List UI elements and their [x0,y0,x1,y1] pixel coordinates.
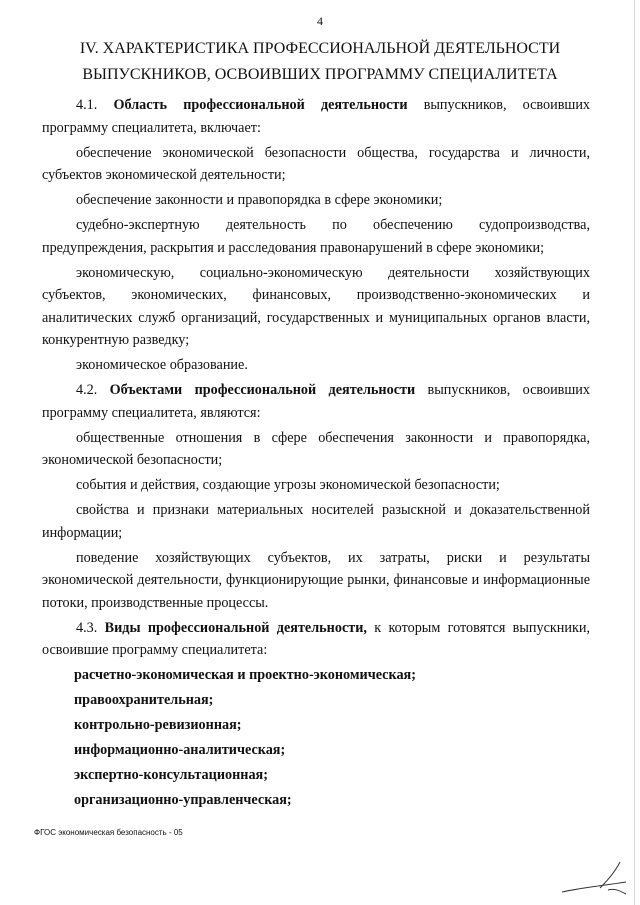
clause-text: выпускников, освоивших программу специалитета, являются: [42,382,590,421]
signature-mark [560,858,630,898]
page-number: 4 [317,14,323,28]
paragraph-4-2 [42,379,590,424]
title-line-2: ВЫПУСКНИКОВ, ОСВОИВШИХ ПРОГРАММУ СПЕЦИАЛИТЕТА [82,66,558,83]
list-item: обеспечение законности и правопорядка в сфере экономики; [76,192,443,208]
activity-type-item: экспертно-консультационная; [74,767,268,783]
clause-number: 4.1. [76,97,114,113]
activity-type-item: контрольно-ревизионная; [74,717,242,733]
clause-number: 4.3. [76,619,105,636]
activity-type-item: информационно-аналитическая; [74,742,286,758]
list-item: события и действия, создающие угрозы экономической безопасности; [76,477,500,493]
clause-text: выпускников, освоивших программу специалитета, включает: [42,97,590,136]
clause-number: 4.2. [76,382,110,398]
clause-heading: Объектами профессиональной деятельности [109,382,416,398]
clause-heading: Область профессиональной деятельности [113,97,408,113]
page-footer: ФГОС экономическая безопасность - 05 [34,828,183,837]
document-body [42,94,590,814]
list-item: общественные отношения в сфере обеспечения законности и правопорядка, экономической безопасности; [42,429,590,468]
activity-type-item: расчетно-экономическая и проектно-экономическая; [74,667,416,683]
activity-type-item: правоохранительная; [74,692,214,708]
section-title [40,36,600,88]
title-line-1: IV. ХАРАКТЕРИСТИКА ПРОФЕССИОНАЛЬНОЙ ДЕЯТЕЛЬНОСТИ [79,40,561,57]
list-item: судебно-экспертную деятельность по обеспечению судопроизводства, предупреждения, раскрытия и расследования правонарушений в сфере экономики; [42,217,590,256]
list-item: экономическую, социально-экономическую деятельности хозяйствующих субъектов, экономических, финансовых, производственно-экономических и аналитических служб организаций, государственных и муниципальных органов власти, конкурентную разведку; [42,264,590,348]
list-item: обеспечение экономической безопасности общества, государства и личности, субъектов экономической деятельности; [42,144,590,183]
paragraph-4-1 [42,94,590,139]
list-item: поведение хозяйствующих субъектов, их затраты, риски и результаты экономической деятельности, функционирующие рынки, финансовые и информационные потоки, производственные процессы. [42,549,590,611]
clause-heading: Виды профессиональной деятельности, [104,619,367,636]
list-item: экономическое образование. [76,357,248,373]
paragraph-4-3 [42,617,590,662]
page-edge-line [634,0,635,905]
activity-type-item: организационно-управленческая; [74,792,292,808]
list-item: свойства и признаки материальных носителей разыскной и доказательственной информации; [42,502,590,541]
clause-text: к которым готовятся выпускники, освоившие программу специалитета: [42,619,591,658]
